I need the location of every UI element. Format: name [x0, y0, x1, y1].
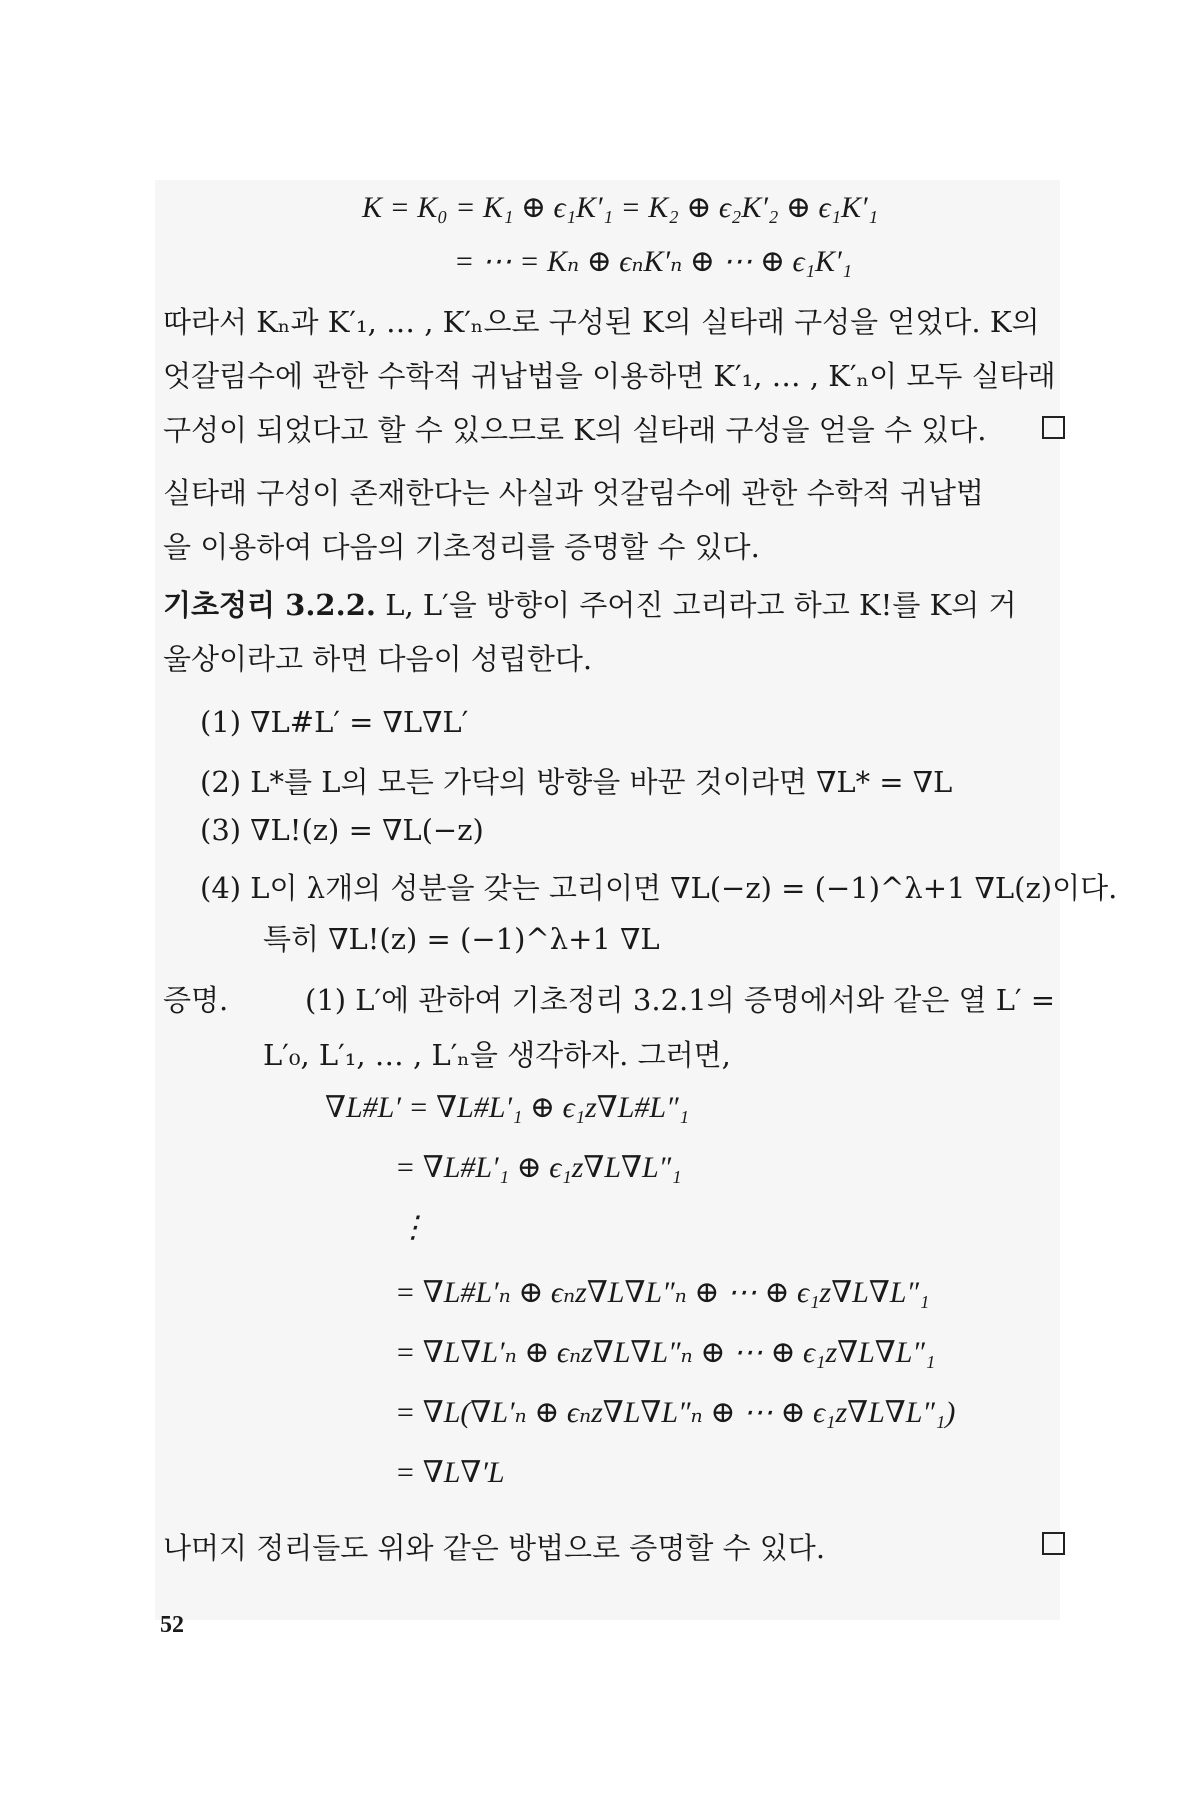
equation-line-1: K = K₀ = K₁ ⊕ ϵ₁K′₁ = K₂ ⊕ ϵ₂K′₂ ⊕ ϵ₁K′₁: [362, 191, 879, 224]
theorem-text: L, L′을 방향이 주어진 고리라고 하고 K!를 K의 거: [375, 588, 1017, 622]
proof-text: L′₀, L′₁, … , L′ₙ을 생각하자. 그러면,: [263, 1038, 731, 1072]
theorem-item-1: (1) ∇L#L′ = ∇L∇L′: [200, 705, 469, 739]
theorem-block: [163, 578, 1016, 686]
qed-square-icon: [1042, 1532, 1065, 1555]
theorem-item-3: (3) ∇L!(z) = ∇L(−z): [200, 813, 484, 847]
proof-equation-5: = ∇L(∇L′ₙ ⊕ ϵₙz∇L∇L″ₙ ⊕ ⋯ ⊕ ϵ₁z∇L∇L″₁): [395, 1396, 956, 1429]
theorem-item-4: (4) L이 λ개의 성분을 갖는 고리이면 ∇L(−z) = (−1)^λ+1 ∇L(z)이다.: [200, 871, 1118, 905]
paragraph-line: 구성이 되었다고 할 수 있으므로 K의 실타래 구성을 얻을 수 있다.: [163, 413, 987, 447]
paragraph-line: 따라서 Kₙ과 K′₁, … , K′ₙ으로 구성된 K의 실타래 구성을 얻었다. K의: [163, 305, 1040, 339]
proof-equation-4: = ∇L∇L′ₙ ⊕ ϵₙz∇L∇L″ₙ ⊕ ⋯ ⊕ ϵ₁z∇L∇L″₁: [395, 1336, 936, 1369]
paragraph-line: 엇갈림수에 관한 수학적 귀납법을 이용하면 K′₁, … , K′ₙ이 모두 실타래: [163, 359, 1056, 393]
proof-text: (1) L′에 관하여 기초정리 3.2.1의 증명에서와 같은 열 L′ =: [305, 983, 1056, 1017]
closing-sentence: 나머지 정리들도 위와 같은 방법으로 증명할 수 있다.: [163, 1531, 826, 1565]
paragraph-line: 을 이용하여 다음의 기초정리를 증명할 수 있다.: [163, 530, 760, 564]
proof-equation-6: = ∇L∇′L: [395, 1456, 505, 1489]
page-number: 52: [160, 1612, 184, 1638]
qed-square-icon: [1042, 416, 1065, 439]
paragraph-line: 실타래 구성이 존재한다는 사실과 엇갈림수에 관한 수학적 귀납법: [163, 476, 984, 510]
proof-label: 증명.: [163, 983, 229, 1017]
proof-equation-1: ∇L#L′ = ∇L#L′₁ ⊕ ϵ₁z∇L#L″₁: [325, 1091, 689, 1124]
paragraph-induction: [163, 466, 984, 574]
proof-equation-2: = ∇L#L′₁ ⊕ ϵ₁z∇L∇L″₁: [395, 1151, 682, 1184]
proof-equation-vdots: ⋮: [398, 1211, 428, 1244]
theorem-text: 울상이라고 하면 다음이 성립한다.: [163, 642, 593, 676]
theorem-item-2: (2) L*를 L의 모든 가닥의 방향을 바꾼 것이라면 ∇L* = ∇L: [200, 765, 953, 799]
theorem-item-4-note: 특히 ∇L!(z) = (−1)^λ+1 ∇L: [263, 922, 660, 956]
equation-line-2: = ⋯ = Kₙ ⊕ ϵₙK′ₙ ⊕ ⋯ ⊕ ϵ₁K′₁: [454, 245, 853, 278]
theorem-label: 기초정리 3.2.2.: [163, 588, 376, 622]
paragraph-thread-construction: [163, 295, 1056, 457]
proof-equation-3: = ∇L#L′ₙ ⊕ ϵₙz∇L∇L″ₙ ⊕ ⋯ ⊕ ϵ₁z∇L∇L″₁: [395, 1276, 930, 1309]
